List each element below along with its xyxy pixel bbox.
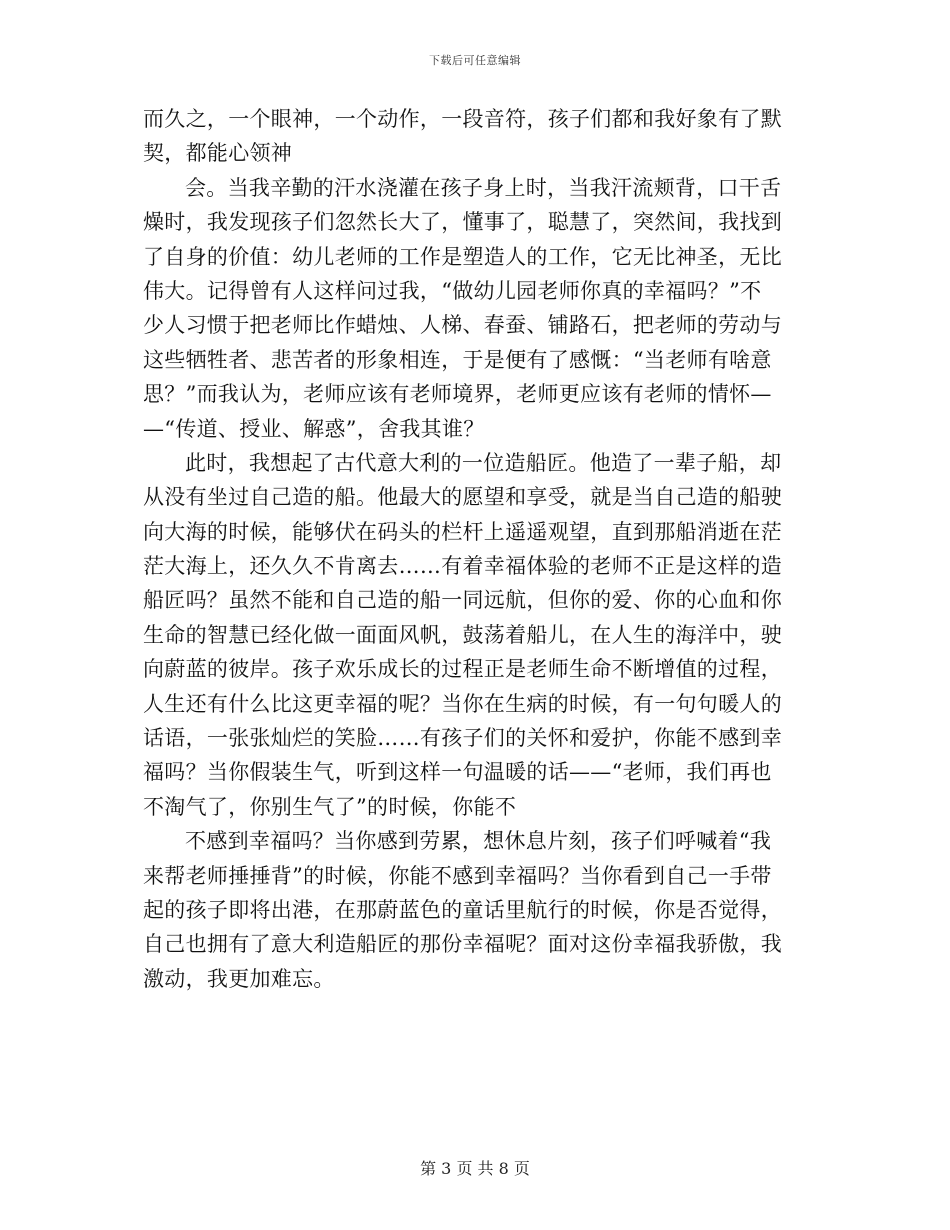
- text-line: —“传道、授业、解惑”，舍我其谁？: [143, 416, 485, 441]
- text-line: 契，都能心领神: [143, 141, 293, 166]
- text-line: 不淘气了，你别生气了”的时候，你能不: [143, 794, 517, 819]
- text-line: 福吗？当你假装生气，听到这样一句温暖的话——“老师，我们再也: [143, 760, 772, 785]
- text-line: 伟大。记得曾有人这样问过我，“做幼儿园老师你真的幸福吗？”不: [143, 278, 762, 303]
- text-line: 来帮老师捶捶背”的时候，你能不感到幸福吗？当你看到自己一手带: [143, 863, 772, 888]
- text-line: 船匠吗？虽然不能和自己造的船一同远航，但你的爱、你的心血和你: [143, 588, 782, 613]
- text-line: 而久之，一个眼神，一个动作，一段音符，孩子们都和我好象有了默: [143, 107, 782, 131]
- page-header: 下载后可任意编辑: [429, 54, 521, 67]
- text-line: 话语，一张张灿烂的笑脸……有孩子们的关怀和爱护，你能不感到幸: [143, 726, 782, 751]
- text-line: 少人习惯于把老师比作蜡烛、人梯、春蚕、铺路石，把老师的劳动与: [143, 313, 782, 338]
- text-line: 激动，我更加难忘。: [143, 966, 335, 991]
- text-line: 此时，我想起了古代意大利的一位造船匠。他造了一辈子船，却: [185, 450, 782, 475]
- page-number-footer: 第 3 页 共 8 页: [420, 1159, 530, 1178]
- text-line: 人生还有什么比这更幸福的呢？当你在生病的时候，有一句句暖人的: [143, 691, 782, 716]
- text-line: 向蔚蓝的彼岸。孩子欢乐成长的过程正是老师生命不断增值的过程，: [143, 657, 782, 682]
- text-line: 燥时，我发现孩子们忽然长大了，懂事了，聪慧了，突然间，我找到: [143, 210, 782, 235]
- text-line: 思？”而我认为，老师应该有老师境界，老师更应该有老师的情怀—: [143, 382, 772, 407]
- text-line: 茫大海上，还久久不肯离去……有着幸福体验的老师不正是这样的造: [143, 554, 782, 579]
- text-line: 了自身的价值：幼儿老师的工作是塑造人的工作，它无比神圣，无比: [143, 244, 782, 269]
- text-line: 会。当我辛勤的汗水浇灌在孩子身上时，当我汗流颊背，口干舌: [185, 175, 782, 200]
- text-line: 这些牺牲者、悲苦者的形象相连，于是便有了感慨：“当老师有啥意: [143, 347, 772, 372]
- text-line: 自己也拥有了意大利造船匠的那份幸福呢？面对这份幸福我骄傲，我: [143, 932, 782, 957]
- text-line: 生命的智慧已经化做一面面风帆，鼓荡着船儿，在人生的海洋中，驶: [143, 622, 782, 647]
- text-line: 从没有坐过自己造的船。他最大的愿望和享受，就是当自己造的船驶: [143, 485, 782, 510]
- document-body: [143, 102, 807, 996]
- text-line: 不感到幸福吗？当你感到劳累，想休息片刻，孩子们呼喊着“我: [185, 829, 772, 854]
- text-line: 向大海的时候，能够伏在码头的栏杆上遥遥观望，直到那船消逝在茫: [143, 519, 782, 544]
- text-line: 起的孩子即将出港，在那蔚蓝色的童话里航行的时候，你是否觉得，: [143, 897, 782, 922]
